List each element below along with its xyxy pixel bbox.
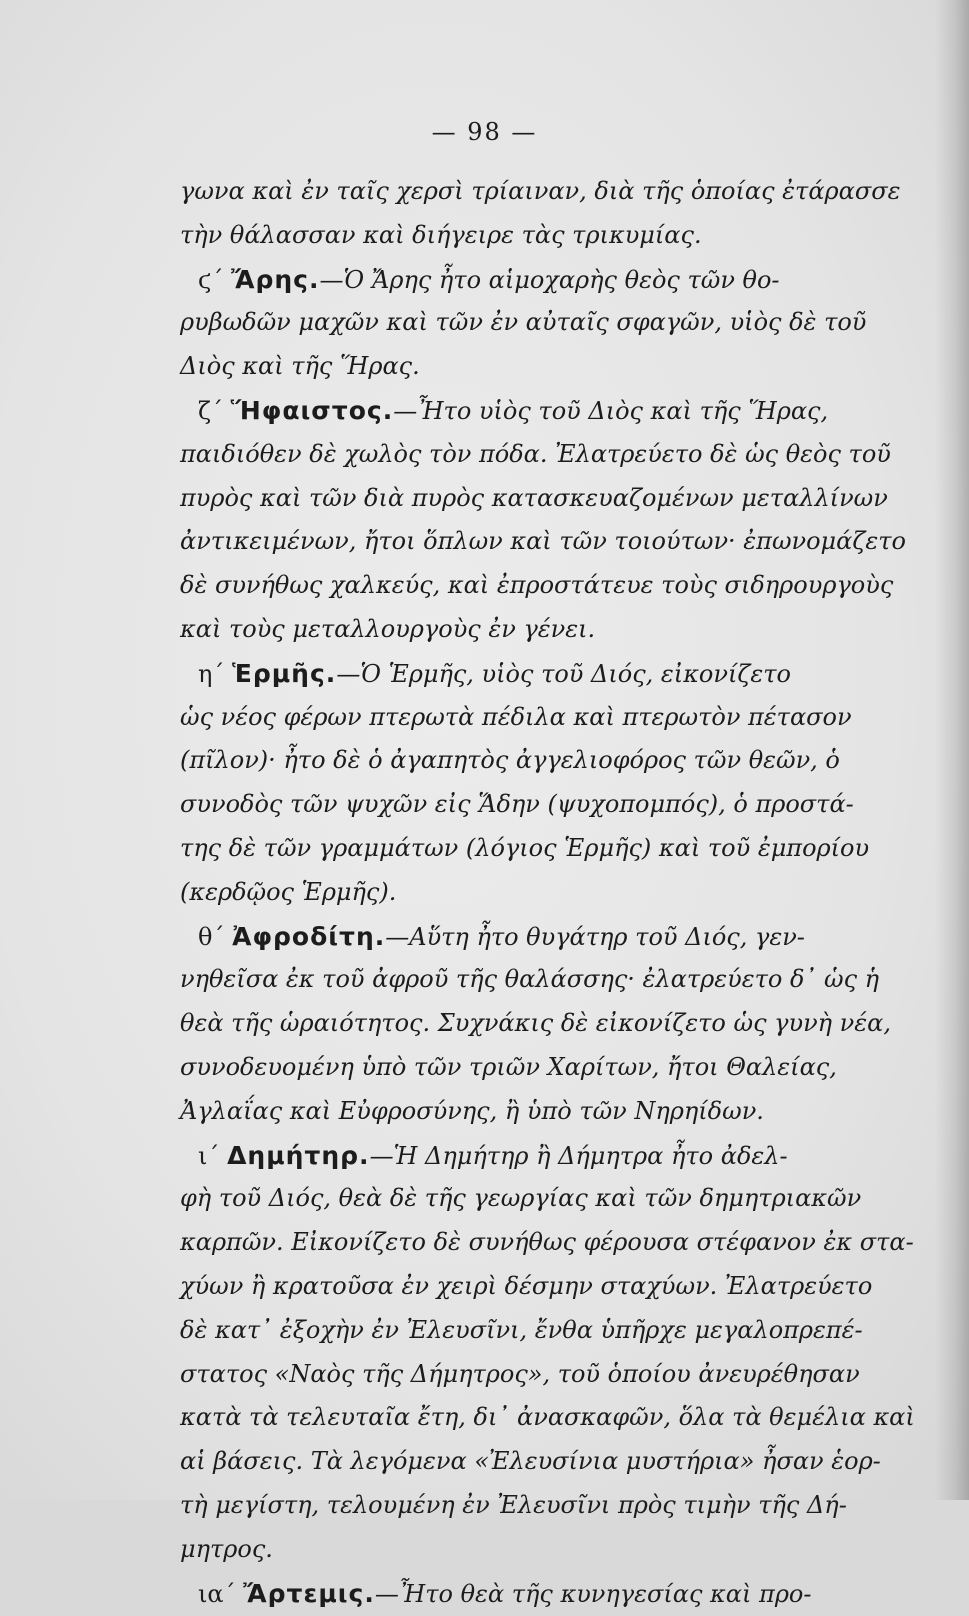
line-text: καρπῶν. Εἰκονίζετο δὲ συνήθως φέρουσα στέφανον ἐκ στα- <box>180 1228 914 1257</box>
text-line <box>180 1221 915 1265</box>
line-text: συνοδὸς τῶν ψυχῶν εἰς Ἅδην (ψυχοπομπός), ὁ προστά- <box>180 790 854 819</box>
line-text: θεὰ τῆς ὡραιότητος. Συχνάκις δὲ εἰκονίζετο ὡς γυνὴ νέα, <box>180 1009 891 1038</box>
text-line <box>180 1090 915 1134</box>
text-line <box>180 1484 915 1528</box>
text-line <box>180 564 915 608</box>
line-text: —Ἦτο υἱὸς τοῦ Διὸς καὶ τῆς Ἥρας, <box>393 396 829 425</box>
text-line <box>180 1528 915 1572</box>
text-line <box>180 1046 915 1090</box>
line-text: Ἀγλαΐας καὶ Εὐφροσύνης, ἢ ὑπὸ τῶν Νηρηίδων. <box>180 1096 764 1125</box>
text-line <box>180 1572 915 1616</box>
line-text: νηθεῖσα ἐκ τοῦ ἀφροῦ τῆς θαλάσσης· ἐλατρεύετο δ᾽ ὡς ἡ <box>180 965 880 994</box>
text-line <box>180 1134 915 1178</box>
text-line <box>180 783 915 827</box>
section-heading: Ἑρμῆς. <box>232 658 337 688</box>
line-text: στατος «Ναὸς τῆς Δήμητρος», τοῦ ὁποίου ἀνευρέθησαν <box>180 1359 860 1388</box>
text-line <box>180 433 915 477</box>
text-line <box>180 827 915 871</box>
text-line <box>180 1265 915 1309</box>
line-text: τὴν θάλασσαν καὶ διήγειρε τὰς τρικυμίας. <box>180 220 702 249</box>
text-line <box>180 608 915 652</box>
line-text: —Ἦτο θεὰ τῆς κυνηγεσίας καὶ προ- <box>374 1579 812 1608</box>
line-text: ρυβωδῶν μαχῶν καὶ τῶν ἐν αὐταῖς σφαγῶν, υἱὸς δὲ τοῦ <box>180 308 867 337</box>
text-line <box>180 1177 915 1221</box>
line-text: (κερδῷος Ἑρμῆς). <box>180 877 397 906</box>
body-text <box>180 170 915 1615</box>
section-number: η΄ <box>198 659 225 688</box>
section-heading: Ἥφαιστος. <box>230 395 394 425</box>
text-line <box>180 915 915 959</box>
line-text: πυρὸς καὶ τῶν διὰ πυρὸς κατασκευαζομένων μεταλλίνων <box>180 483 888 512</box>
text-line <box>180 958 915 1002</box>
text-line <box>180 477 915 521</box>
text-line <box>180 1353 915 1397</box>
line-text: μητρος. <box>180 1534 273 1563</box>
line-text: καὶ τοὺς μεταλλουργοὺς ἐν γένει. <box>180 614 596 643</box>
page-number: — 98 — <box>431 118 538 146</box>
line-text: παιδιόθεν δὲ χωλὸς τὸν πόδα. Ἐλατρεύετο δὲ ὡς θεὸς τοῦ <box>180 439 891 468</box>
line-text: κατὰ τὰ τελευταῖα ἔτη, δι᾽ ἀνασκαφῶν, ὅλα τὰ θεμέλια καὶ <box>180 1403 915 1432</box>
section-number: ι΄ <box>198 1141 220 1170</box>
text-line <box>180 520 915 564</box>
section-heading: Ἄρτεμις. <box>243 1578 375 1608</box>
text-line <box>180 739 915 783</box>
section-heading: Δημήτηρ. <box>227 1140 370 1170</box>
text-line <box>180 1396 915 1440</box>
line-text: —Ὁ Ἄρης ἦτο αἱμοχαρὴς θεὸς τῶν θο- <box>319 265 780 294</box>
line-text: της δὲ τῶν γραμμάτων (λόγιος Ἑρμῆς) καὶ τοῦ ἐμπορίου <box>180 833 870 862</box>
text-line <box>180 1440 915 1484</box>
line-text: δὲ συνήθως χαλκεύς, καὶ ἐπροστάτευε τοὺς σιδηρουργοὺς <box>180 571 894 600</box>
text-line <box>180 1002 915 1046</box>
line-text: (πῖλον)· ἦτο δὲ ὁ ἀγαπητὸς ἀγγελιοφόρος τῶν θεῶν, ὁ <box>180 746 840 775</box>
text-line <box>180 389 915 433</box>
line-text: —Ὁ Ἑρμῆς, υἱὸς τοῦ Διός, εἰκονίζετο <box>336 659 791 688</box>
section-number: θ΄ <box>198 922 225 951</box>
line-text: φὴ τοῦ Διός, θεὰ δὲ τῆς γεωργίας καὶ τῶν δημητριακῶν <box>180 1184 862 1213</box>
text-line <box>180 652 915 696</box>
line-text: συνοδευομένη ὑπὸ τῶν τριῶν Χαρίτων, ἤτοι Θαλείας, <box>180 1052 837 1081</box>
text-line <box>180 696 915 740</box>
line-text: ὡς νέος φέρων πτερωτὰ πέδιλα καὶ πτερωτὸν πέτασον <box>180 702 852 731</box>
line-text: αἱ βάσεις. Τὰ λεγόμενα «Ἐλευσίνια μυστήρια» ἦσαν ἑορ- <box>180 1447 881 1476</box>
line-text: ἀντικειμένων, ἤτοι ὅπλων καὶ τῶν τοιούτων· ἐπωνομάζετο <box>180 527 906 556</box>
section-heading: Ἄρης. <box>231 264 320 294</box>
section-number: ζ΄ <box>198 396 224 425</box>
text-line <box>180 170 915 214</box>
text-line <box>180 345 915 389</box>
text-line <box>180 258 915 302</box>
line-text: χύων ἢ κρατοῦσα ἐν χειρὶ δέσμην σταχύων. Ἐλατρεύετο <box>180 1271 873 1300</box>
line-text: δὲ κατ᾽ ἐξοχὴν ἐν Ἐλευσῖνι, ἔνθα ὑπῆρχε μεγαλοπρεπέ- <box>180 1315 863 1344</box>
text-line <box>180 871 915 915</box>
text-line <box>180 301 915 345</box>
section-number: ϛ΄ <box>198 265 224 294</box>
line-text: —Αὕτη ἦτο θυγάτηρ τοῦ Διός, γεν- <box>385 922 805 951</box>
section-heading: Ἀφροδίτη. <box>232 921 386 951</box>
text-line <box>180 1309 915 1353</box>
line-text: Διὸς καὶ τῆς Ἥρας. <box>180 352 420 381</box>
text-line <box>180 214 915 258</box>
line-text: γωνα καὶ ἐν ταῖς χερσὶ τρίαιναν, διὰ τῆς ὁποίας ἐτάρασσε <box>180 177 901 205</box>
line-text: τὴ μεγίστη, τελουμένη ἐν Ἐλευσῖνι πρὸς τιμὴν τῆς Δή- <box>180 1490 847 1519</box>
spine-shadow <box>935 0 969 1500</box>
section-number: ια΄ <box>198 1579 236 1608</box>
line-text: —Ἡ Δημήτηρ ἢ Δήμητρα ἦτο ἀδελ- <box>369 1141 788 1170</box>
